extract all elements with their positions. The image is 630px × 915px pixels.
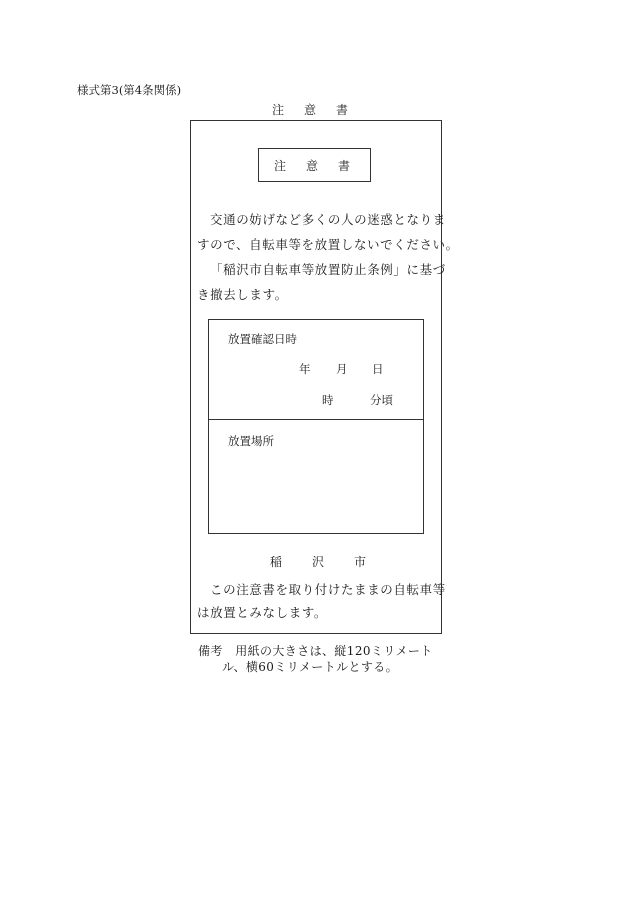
minute-label: 分頃: [370, 393, 393, 407]
info-table-divider: [208, 419, 424, 420]
day-label: 日: [372, 362, 384, 376]
info-table: [208, 319, 424, 534]
year-label: 年: [299, 362, 311, 376]
hour-label: 時: [322, 393, 334, 407]
body-text-line-3: 「稲沢市自転車等放置防止条例」に基づ: [210, 262, 446, 277]
remarks-line-2: ル、横60ミリメートルとする。: [222, 660, 399, 674]
form-number-label: 様式第3(第4条関係): [77, 83, 182, 97]
body-text-line-2: すので、自転車等を放置しないでください。: [197, 237, 459, 252]
notice-text-line-1: この注意書を取り付けたままの自転車等: [210, 582, 446, 597]
location-label: 放置場所: [228, 434, 274, 448]
confirmation-datetime-label: 放置確認日時: [228, 332, 297, 346]
city-name: 稲沢市: [270, 555, 397, 569]
page-title: 注意書: [272, 103, 369, 117]
card-title: 注意書: [274, 159, 371, 173]
body-text-line-4: き撤去します。: [197, 287, 288, 302]
remarks-line-1: 備考 用紙の大きさは、縦120ミリメート: [198, 644, 433, 658]
body-text-line-1: 交通の妨げなど多くの人の迷惑となりま: [210, 212, 446, 227]
month-label: 月: [336, 362, 348, 376]
notice-text-line-2: は放置とみなします。: [197, 605, 328, 620]
